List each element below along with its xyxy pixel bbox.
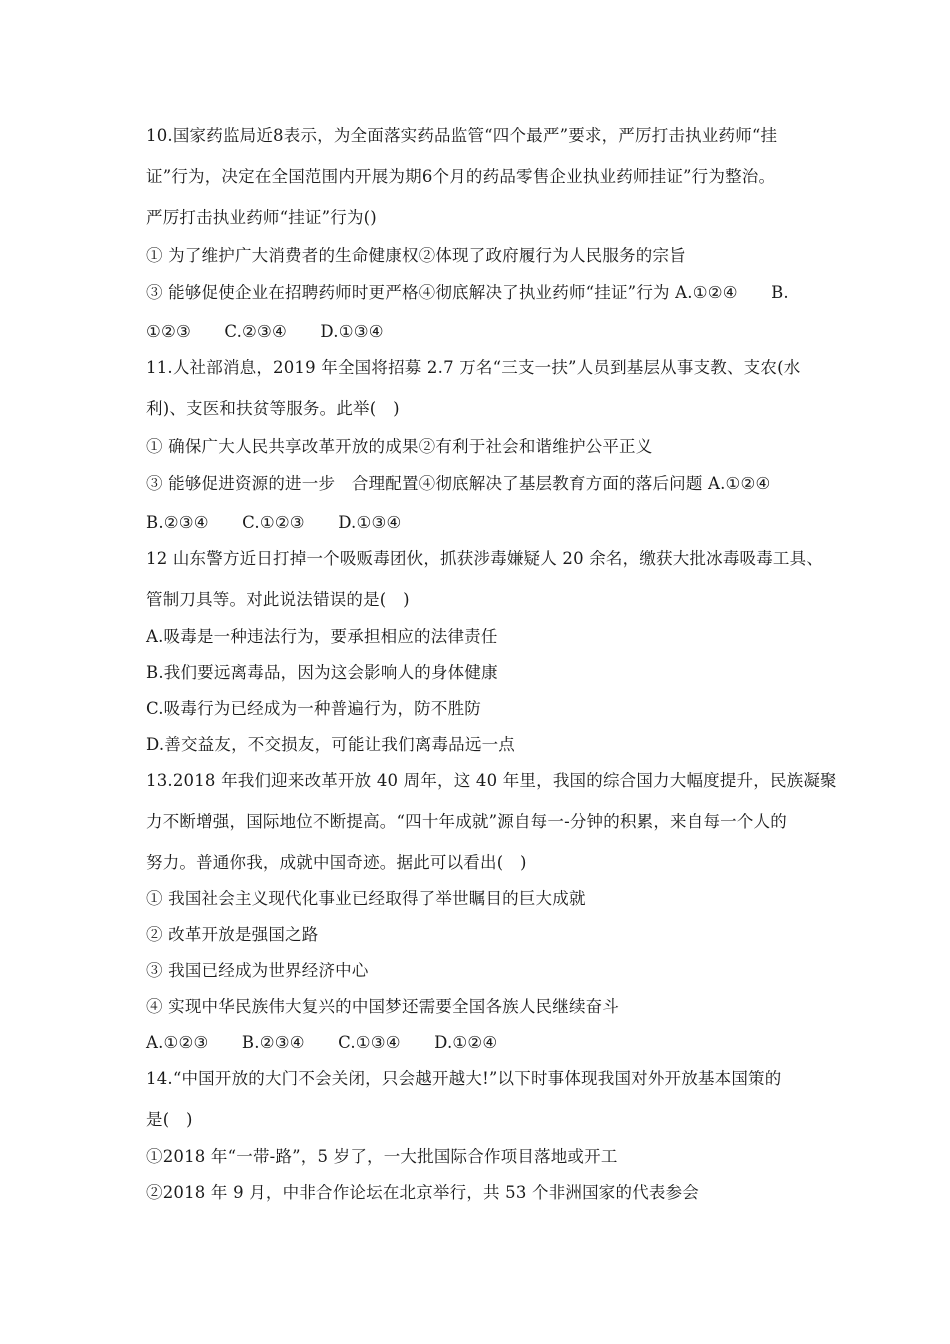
q12-line-2: 管制刀具等。对此说法错误的是( ): [146, 590, 410, 609]
q13-line-1: 13.2018 年我们迎来改革开放 40 周年，这 40 年里，我国的综合国力大幅度提升，民族凝聚: [146, 771, 837, 790]
q10-line-2: 证”行为，决定在全国范围内开展为期6个月的药品零售企业执业药师挂证”行为整治。: [146, 167, 776, 186]
q13-option-2: ② 改革开放是强国之路: [146, 925, 319, 944]
q11-line-1: 11.人社部消息，2019 年全国将招募 2.7 万名“三支一扶”人员到基层从事支教、支农(水: [146, 358, 801, 377]
q13-option-1: ① 我国社会主义现代化事业已经取得了举世瞩目的巨大成就: [146, 889, 586, 908]
q14-line-1: 14.“中国开放的大门不会关闭，只会越开越大!”以下时事体现我国对外开放基本国策的: [146, 1069, 782, 1088]
q14-line-2: 是( ): [146, 1110, 193, 1129]
q12-option-d: D.善交益友，不交损友，可能让我们离毒品远一点: [146, 735, 515, 754]
q13-choices: A.①②③ B.②③④ C.①③④ D.①②④: [146, 1033, 498, 1052]
q12-option-b: B.我们要远离毒品，因为这会影响人的身体健康: [146, 663, 498, 682]
q14-option-2: ②2018 年 9 月，中非合作论坛在北京举行，共 53 个非洲国家的代表参会: [146, 1183, 700, 1202]
q13-line-3: 努力。普通你我，成就中国奇迹。据此可以看出( ): [146, 853, 527, 872]
q12-line-1: 12 山东警方近日打掉一个吸贩毒团伙，抓获涉毒嫌疑人 20 余名，缴获大批冰毒吸毒工具、: [146, 549, 824, 568]
q11-option-line-1: ① 确保广大人民共享改革开放的成果②有利于社会和谐维护公平正义: [146, 437, 653, 456]
q13-option-3: ③ 我国已经成为世界经济中心: [146, 961, 369, 980]
q10-line-1: 10.国家药监局近8表示，为全面落实药品监管“四个最严”要求，严厉打击执业药师“挂: [146, 126, 778, 145]
q10-choices: ①②③ C.②③④ D.①③④: [146, 322, 384, 341]
q12-option-a: A.吸毒是一种违法行为，要承担相应的法律责任: [146, 627, 498, 646]
q10-option-line-1: ① 为了维护广大消费者的生命健康权②体现了政府履行为人民服务的宗旨: [146, 246, 686, 265]
q13-option-4: ④ 实现中华民族伟大复兴的中国梦还需要全国各族人民继续奋斗: [146, 997, 620, 1016]
q14-option-1: ①2018 年“一带-路”，5 岁了，一大批国际合作项目落地或开工: [146, 1147, 618, 1166]
q11-line-2: 利)、支医和扶贫等服务。此举( ): [146, 399, 400, 418]
q11-choices: B.②③④ C.①②③ D.①③④: [146, 513, 402, 532]
q11-option-line-2: ③ 能够促进资源的进一步 合理配置④彻底解决了基层教育方面的落后问题 A.①②④: [146, 474, 771, 493]
q13-line-2: 力不断增强，国际地位不断提高。“四十年成就”源自每一-分钟的积累，来自每一个人的: [146, 812, 787, 831]
q10-line-3: 严厉打击执业药师“挂证”行为(): [146, 208, 377, 227]
q10-option-line-2: ③ 能够促使企业在招聘药师时更严格④彻底解决了执业药师“挂证”行为 A.①②④ B.: [146, 283, 789, 302]
q12-option-c: C.吸毒行为已经成为一种普遍行为，防不胜防: [146, 699, 481, 718]
